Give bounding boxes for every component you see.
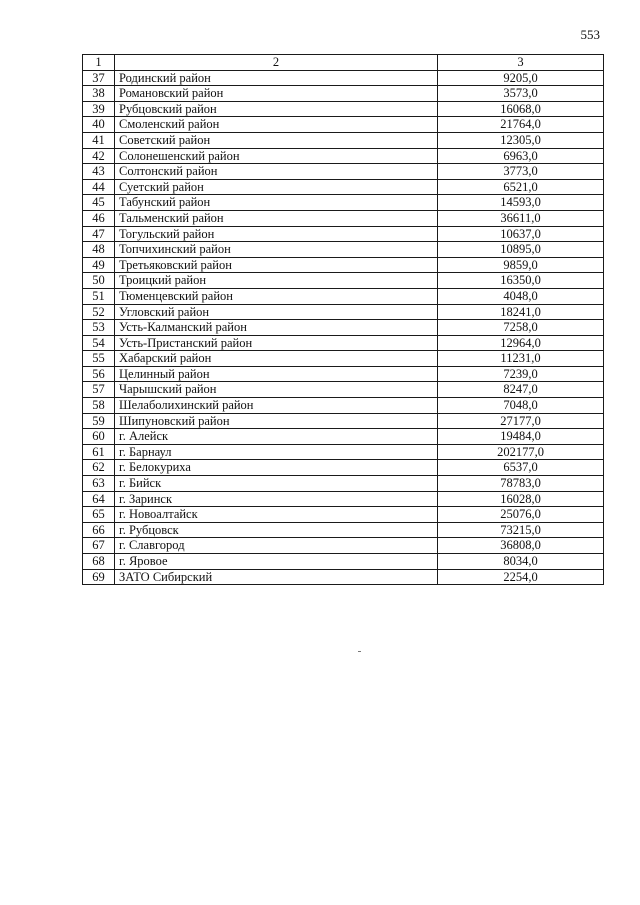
row-value-cell: 16028,0 <box>438 491 604 507</box>
table-row <box>83 554 604 570</box>
table-row <box>83 366 604 382</box>
row-value-cell: 9859,0 <box>438 257 604 273</box>
table-row <box>83 86 604 102</box>
row-value-cell: 6537,0 <box>438 460 604 476</box>
table-row <box>83 491 604 507</box>
page-number: 553 <box>580 27 600 42</box>
row-value-cell: 8247,0 <box>438 382 604 398</box>
row-name-cell: Шипуновский район <box>115 413 438 429</box>
row-value-cell: 12305,0 <box>438 132 604 148</box>
table-row <box>83 522 604 538</box>
row-name-cell: Солтонский район <box>115 164 438 180</box>
row-value-cell: 12964,0 <box>438 335 604 351</box>
row-number-cell: 60 <box>83 429 115 445</box>
row-value-cell: 11231,0 <box>438 351 604 367</box>
row-name-cell: Тюменцевский район <box>115 288 438 304</box>
row-number-cell: 47 <box>83 226 115 242</box>
row-number-cell: 46 <box>83 210 115 226</box>
table-row <box>83 320 604 336</box>
row-number-cell: 48 <box>83 242 115 258</box>
scan-speck <box>358 651 361 652</box>
table-row <box>83 257 604 273</box>
row-number-cell: 39 <box>83 101 115 117</box>
header-cell-number: 1 <box>83 55 115 71</box>
row-value-cell: 73215,0 <box>438 522 604 538</box>
row-number-cell: 66 <box>83 522 115 538</box>
row-name-cell: Тальменский район <box>115 210 438 226</box>
row-number-cell: 51 <box>83 288 115 304</box>
row-number-cell: 40 <box>83 117 115 133</box>
row-number-cell: 50 <box>83 273 115 289</box>
table-row <box>83 226 604 242</box>
table-row <box>83 304 604 320</box>
table-row <box>83 179 604 195</box>
row-number-cell: 63 <box>83 476 115 492</box>
table-row <box>83 288 604 304</box>
row-value-cell: 202177,0 <box>438 444 604 460</box>
row-number-cell: 49 <box>83 257 115 273</box>
row-number-cell: 59 <box>83 413 115 429</box>
row-name-cell: г. Заринск <box>115 491 438 507</box>
row-value-cell: 9205,0 <box>438 70 604 86</box>
table-row <box>83 273 604 289</box>
row-value-cell: 6963,0 <box>438 148 604 164</box>
row-value-cell: 3773,0 <box>438 164 604 180</box>
table-header-row <box>83 55 604 71</box>
row-name-cell: Чарышский район <box>115 382 438 398</box>
row-value-cell: 19484,0 <box>438 429 604 445</box>
row-value-cell: 14593,0 <box>438 195 604 211</box>
table-row <box>83 132 604 148</box>
row-name-cell: Смоленский район <box>115 117 438 133</box>
row-value-cell: 16350,0 <box>438 273 604 289</box>
table-row <box>83 70 604 86</box>
row-value-cell: 3573,0 <box>438 86 604 102</box>
row-name-cell: Суетский район <box>115 179 438 195</box>
table-row <box>83 476 604 492</box>
row-name-cell: г. Белокуриха <box>115 460 438 476</box>
table-row <box>83 538 604 554</box>
table-row <box>83 398 604 414</box>
row-name-cell: Родинский район <box>115 70 438 86</box>
row-value-cell: 7258,0 <box>438 320 604 336</box>
row-name-cell: Тогульский район <box>115 226 438 242</box>
row-value-cell: 36611,0 <box>438 210 604 226</box>
row-number-cell: 58 <box>83 398 115 414</box>
table-row <box>83 413 604 429</box>
header-cell-name: 2 <box>115 55 438 71</box>
row-value-cell: 16068,0 <box>438 101 604 117</box>
table-body <box>83 55 604 585</box>
row-number-cell: 57 <box>83 382 115 398</box>
row-name-cell: Топчихинский район <box>115 242 438 258</box>
row-value-cell: 10637,0 <box>438 226 604 242</box>
row-name-cell: Усть-Калманский район <box>115 320 438 336</box>
row-number-cell: 65 <box>83 507 115 523</box>
row-number-cell: 45 <box>83 195 115 211</box>
row-name-cell: Усть-Пристанский район <box>115 335 438 351</box>
row-number-cell: 62 <box>83 460 115 476</box>
table-row <box>83 444 604 460</box>
row-number-cell: 38 <box>83 86 115 102</box>
row-number-cell: 69 <box>83 569 115 585</box>
table-row <box>83 117 604 133</box>
row-name-cell: Шелаболихинский район <box>115 398 438 414</box>
row-value-cell: 27177,0 <box>438 413 604 429</box>
row-name-cell: г. Славгород <box>115 538 438 554</box>
row-name-cell: Табунский район <box>115 195 438 211</box>
row-name-cell: г. Барнаул <box>115 444 438 460</box>
row-name-cell: Солонешенский район <box>115 148 438 164</box>
row-number-cell: 54 <box>83 335 115 351</box>
row-name-cell: Рубцовский район <box>115 101 438 117</box>
row-number-cell: 61 <box>83 444 115 460</box>
table-row <box>83 210 604 226</box>
row-value-cell: 18241,0 <box>438 304 604 320</box>
row-value-cell: 21764,0 <box>438 117 604 133</box>
row-number-cell: 42 <box>83 148 115 164</box>
table-row <box>83 148 604 164</box>
table-row <box>83 101 604 117</box>
row-value-cell: 78783,0 <box>438 476 604 492</box>
row-number-cell: 67 <box>83 538 115 554</box>
row-value-cell: 36808,0 <box>438 538 604 554</box>
row-name-cell: г. Яровое <box>115 554 438 570</box>
table-row <box>83 335 604 351</box>
row-value-cell: 2254,0 <box>438 569 604 585</box>
row-number-cell: 37 <box>83 70 115 86</box>
row-number-cell: 43 <box>83 164 115 180</box>
row-name-cell: г. Алейск <box>115 429 438 445</box>
row-value-cell: 4048,0 <box>438 288 604 304</box>
row-value-cell: 7239,0 <box>438 366 604 382</box>
row-number-cell: 53 <box>83 320 115 336</box>
table-row <box>83 242 604 258</box>
table-row <box>83 351 604 367</box>
table-row <box>83 195 604 211</box>
table-row <box>83 429 604 445</box>
row-name-cell: г. Бийск <box>115 476 438 492</box>
row-value-cell: 6521,0 <box>438 179 604 195</box>
row-number-cell: 55 <box>83 351 115 367</box>
data-table <box>82 54 604 585</box>
row-number-cell: 68 <box>83 554 115 570</box>
row-name-cell: Советский район <box>115 132 438 148</box>
row-name-cell: Троицкий район <box>115 273 438 289</box>
table-row <box>83 460 604 476</box>
row-name-cell: Третьяковский район <box>115 257 438 273</box>
row-name-cell: г. Новоалтайск <box>115 507 438 523</box>
row-name-cell: Угловский район <box>115 304 438 320</box>
header-cell-value: 3 <box>438 55 604 71</box>
row-name-cell: Целинный район <box>115 366 438 382</box>
row-value-cell: 8034,0 <box>438 554 604 570</box>
row-name-cell: ЗАТО Сибирский <box>115 569 438 585</box>
row-number-cell: 41 <box>83 132 115 148</box>
row-number-cell: 64 <box>83 491 115 507</box>
row-number-cell: 56 <box>83 366 115 382</box>
row-name-cell: Романовский район <box>115 86 438 102</box>
table-row <box>83 507 604 523</box>
row-name-cell: г. Рубцовск <box>115 522 438 538</box>
row-number-cell: 44 <box>83 179 115 195</box>
row-value-cell: 25076,0 <box>438 507 604 523</box>
table-row <box>83 164 604 180</box>
row-value-cell: 10895,0 <box>438 242 604 258</box>
table-row <box>83 382 604 398</box>
row-name-cell: Хабарский район <box>115 351 438 367</box>
table-row <box>83 569 604 585</box>
row-number-cell: 52 <box>83 304 115 320</box>
row-value-cell: 7048,0 <box>438 398 604 414</box>
